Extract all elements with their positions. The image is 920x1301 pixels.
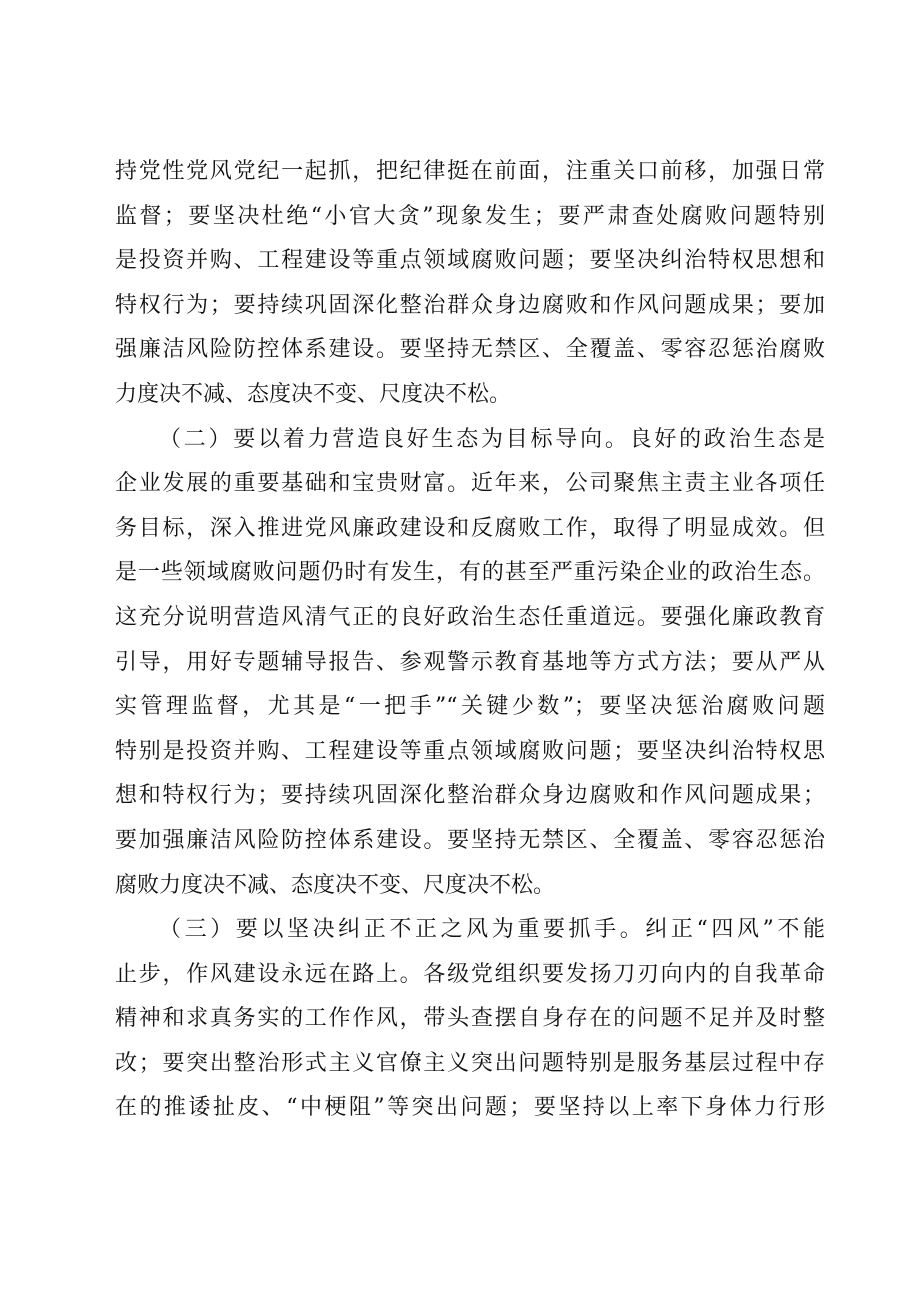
paragraph-2: [115, 418, 825, 909]
text-line: 在的推诿扯皮、“中梗阻”等突出问题；要坚持以上率下身体力行形: [115, 1095, 825, 1121]
text-line: 监督；要坚决杜绝“小官大贪”现象发生；要严肃查处腐败问题特别: [115, 203, 825, 229]
paragraph-3: [115, 908, 825, 1131]
text-line: 这充分说明营造风清气正的良好政治生态任重道远。要强化廉政教育: [115, 604, 825, 630]
paragraph-1: [115, 150, 825, 418]
document-body: [115, 150, 825, 1131]
text-line: 特权行为；要持续巩固深化整治群众身边腐败和作风问题成果；要加: [115, 292, 825, 318]
text-line: 精神和求真务实的工作作风，带头查摆自身存在的问题不足并及时整: [115, 1006, 825, 1032]
text-line: 是一些领域腐败问题仍时有发生，有的甚至严重污染企业的政治生态。: [115, 560, 825, 586]
text-line: 止步，作风建设永远在路上。各级党组织要发扬刀刃向内的自我革命: [115, 961, 825, 987]
text-line: 企业发展的重要基础和宝贵财富。近年来，公司聚焦主责主业各项任: [115, 471, 825, 497]
section-heading-line: （三）要以坚决纠正不正之风为重要抓手。纠正“四风”不能: [159, 917, 825, 943]
text-line: 引导，用好专题辅导报告、参观警示教育基地等方式方法；要从严从: [115, 649, 825, 675]
text-line: 力度决不减、态度决不变、尺度决不松。: [115, 381, 512, 407]
text-line: 想和特权行为；要持续巩固深化整治群众身边腐败和作风问题成果；: [115, 783, 825, 809]
text-line: 持党性党风党纪一起抓，把纪律挺在前面，注重关口前移，加强日常: [115, 159, 825, 184]
text-line: 务目标，深入推进党风廉政建设和反腐败工作，取得了明显成效。但: [115, 515, 825, 541]
text-line: 特别是投资并购、工程建设等重点领域腐败问题；要坚决纠治特权思: [115, 738, 825, 764]
text-line: 改；要突出整治形式主义官僚主义突出问题特别是服务基层过程中存: [115, 1050, 825, 1076]
text-line: 是投资并购、工程建设等重点领域腐败问题；要坚决纠治特权思想和: [115, 248, 825, 274]
text-line: 要加强廉洁风险防控体系建设。要坚持无禁区、全覆盖、零容忍惩治: [115, 827, 825, 853]
text-line: 实管理监督，尤其是“一把手”“关键少数”；要坚决惩治腐败问题: [115, 694, 825, 720]
text-line: 腐败力度决不减、态度决不变、尺度决不松。: [115, 872, 556, 898]
text-line: 强廉洁风险防控体系建设。要坚持无禁区、全覆盖、零容忍惩治腐败: [115, 337, 825, 363]
section-heading-line: （二）要以着力营造良好生态为目标导向。良好的政治生态是: [159, 426, 825, 452]
